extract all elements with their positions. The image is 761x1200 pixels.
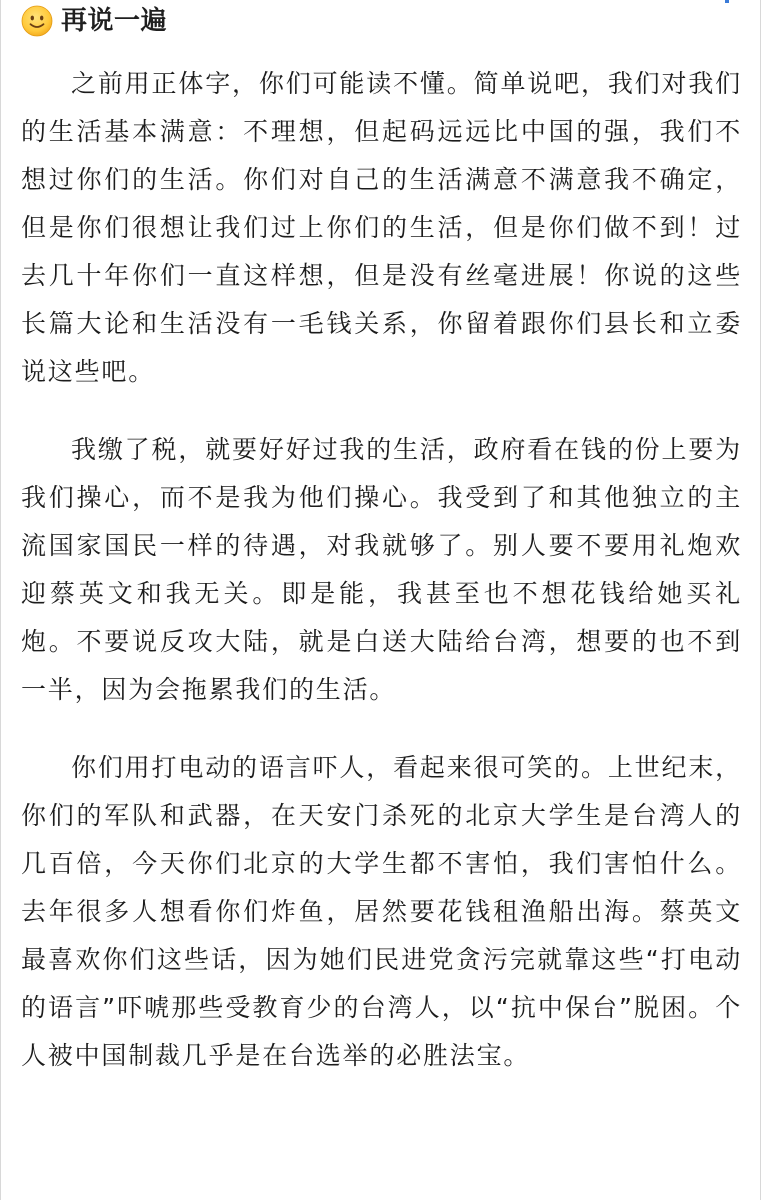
slightly-smiling-face-icon <box>21 5 53 37</box>
post-body <box>1 60 761 1080</box>
post-header <box>1 0 761 44</box>
paragraph-3: 你们用打电动的语言吓人，看起来很可笑的。上世纪末，你们的军队和武器，在天安门杀死的北京大学生是台湾人的几百倍，今天你们北京的大学生都不害怕，我们害怕什么。去年很多人想看你们炸鱼，居然要花钱租渔船出海。蔡英文最喜欢你们这些话，因为她们民进党贪污完就靠这些“打电动的语言”吓唬那些受教育少的台湾人，以“抗中保台”脱困。个人被中国制裁几乎是在台选举的必胜法宝。 <box>21 753 742 1070</box>
paragraph-1: 之前用正体字，你们可能读不懂。简单说吧，我们对我们的生活基本满意：不理想，但起码远远比中国的强，我们不想过你们的生活。你们对自己的生活满意不满意我不确定，但是你们很想让我们过上你们的生活，但是你们做不到！过去几十年你们一直这样想，但是没有丝毫进展！你说的这些长篇大论和生活没有一毛钱关系，你留着跟你们县长和立委说这些吧。 <box>21 69 742 386</box>
paragraph-2: 我缴了税，就要好好过我的生活，政府看在钱的份上要为我们操心，而不是我为他们操心。我受到了和其他独立的主流国家国民一样的待遇，对我就够了。别人要不要用礼炮欢迎蔡英文和我无关。即是能，我甚至也不想花钱给她买礼炮。不要说反攻大陆，就是白送大陆给台湾，想要的也不到一半，因为会拖累我们的生活。 <box>21 435 742 704</box>
post-title: 再说一遍 <box>61 6 168 36</box>
partial-icon <box>722 0 732 10</box>
